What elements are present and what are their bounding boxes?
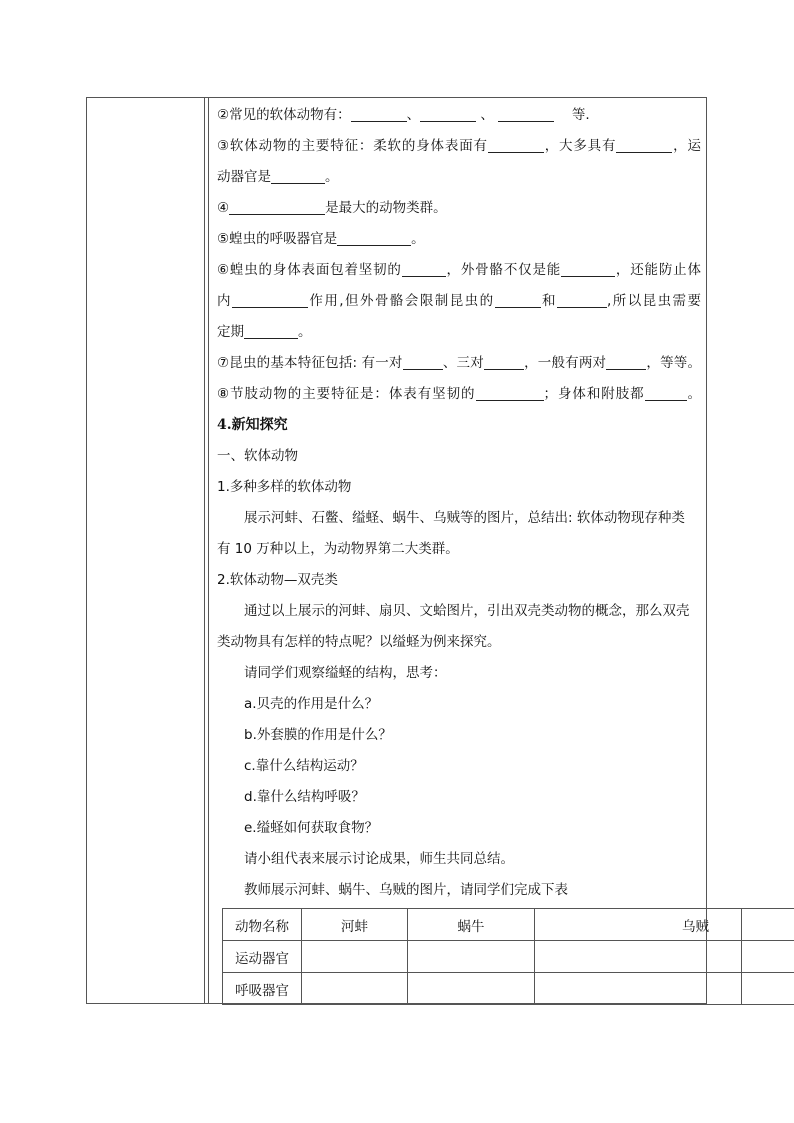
table-header-cell <box>742 909 794 941</box>
subsection-title: 一、软体动物 <box>217 448 298 464</box>
table-cell[interactable] <box>302 973 408 1005</box>
paragraph: 通过以上展示的河蚌、扇贝、文蛤图片，引出双壳类动物的概念，那么双壳 <box>244 603 690 619</box>
table-cell[interactable] <box>535 941 742 973</box>
mollusk-comparison-table <box>222 908 794 1005</box>
table-header-row <box>223 909 794 941</box>
paragraph: 请小组代表来展示讨论成果，师生共同总结。 <box>244 851 514 867</box>
table-header-cell: 河蚌 <box>302 909 408 941</box>
answer-blank[interactable] <box>557 293 607 308</box>
question-6: ⑥蝗虫的身体表面包着坚韧的 ，外骨骼不仅是能 ，还能防止体 <box>217 262 701 278</box>
question-3: ③软体动物的主要特征：柔软的身体表面有 ，大多具有 ，运 <box>217 138 702 154</box>
answer-blank[interactable] <box>498 107 554 122</box>
answer-blank[interactable] <box>337 231 411 246</box>
question-item: c.靠什么结构运动？ <box>244 758 364 774</box>
question-7: ⑦昆虫的基本特征包括: 有一对 、三对 ，一般有两对 ，等等。 <box>217 355 701 371</box>
answer-blank[interactable] <box>561 262 615 277</box>
answer-blank[interactable] <box>271 169 325 184</box>
table-cell[interactable] <box>535 973 742 1005</box>
question-2: ②常见的软体动物有： 、 、 等. <box>217 107 590 123</box>
answer-blank[interactable] <box>229 200 325 215</box>
answer-blank[interactable] <box>402 262 446 277</box>
paragraph: 类动物具有怎样的特点呢？以缢蛏为例来探究。 <box>217 634 501 650</box>
answer-blank[interactable] <box>351 107 407 122</box>
paragraph: 展示河蚌、石鳖、缢蛏、蜗牛、乌贼等的图片，总结出: 软体动物现存种类 <box>244 510 685 526</box>
table-header-cell: 动物名称 <box>223 909 302 941</box>
paragraph: 请同学们观察缢蛏的结构，思考： <box>244 665 447 681</box>
table-row-label: 呼吸器官 <box>223 973 302 1005</box>
table-cell[interactable] <box>408 973 535 1005</box>
answer-blank[interactable] <box>244 324 298 339</box>
question-item: e.缢蛏如何获取食物？ <box>244 820 379 836</box>
answer-blank[interactable] <box>484 355 524 370</box>
answer-blank[interactable] <box>488 138 544 153</box>
answer-blank[interactable] <box>645 386 687 401</box>
answer-blank[interactable] <box>606 355 646 370</box>
table-cell[interactable] <box>742 973 794 1005</box>
question-5: ⑤蝗虫的呼吸器官是 。 <box>217 231 425 247</box>
subsection-title: 1.多种多样的软体动物 <box>217 479 352 495</box>
answer-blank[interactable] <box>420 107 476 122</box>
table-header-cell: 蜗牛 <box>408 909 535 941</box>
section-heading: 4.新知探究 <box>217 417 288 433</box>
paragraph: 有 10 万种以上，为动物界第二大类群。 <box>217 541 459 557</box>
paragraph: 教师展示河蚌、蜗牛、乌贼的图片，请同学们完成下表 <box>244 882 568 898</box>
question-6-cont2: 定期 。 <box>217 324 312 340</box>
answer-blank[interactable] <box>403 355 443 370</box>
column-divider <box>208 97 209 1004</box>
answer-blank[interactable] <box>495 293 541 308</box>
table-row-label: 运动器官 <box>223 941 302 973</box>
answer-blank[interactable] <box>616 138 672 153</box>
table-cell[interactable] <box>408 941 535 973</box>
table-cell[interactable] <box>302 941 408 973</box>
question-8: ⑧节肢动物的主要特征是：体表有坚韧的 ；身体和附肢都 。 <box>217 386 702 402</box>
answer-blank[interactable] <box>476 386 544 401</box>
question-4: ④ 是最大的动物类群。 <box>217 200 447 216</box>
question-item: a.贝壳的作用是什么？ <box>244 696 379 712</box>
table-row <box>223 973 794 1005</box>
lesson-content <box>217 100 701 906</box>
column-divider <box>204 97 205 1004</box>
question-item: b.外套膜的作用是什么？ <box>244 727 392 743</box>
table-row <box>223 941 794 973</box>
question-item: d.靠什么结构呼吸？ <box>244 789 365 805</box>
table-header-cell: 乌贼 <box>535 909 742 941</box>
table-cell[interactable] <box>742 941 794 973</box>
subsection-title: 2.软体动物—双壳类 <box>217 572 338 588</box>
question-3-cont: 动器官是 。 <box>217 169 339 185</box>
answer-blank[interactable] <box>232 293 308 308</box>
question-6-cont: 内 作用,但外骨骼会限制昆虫的 和 ,所以昆虫需要 <box>217 293 702 309</box>
